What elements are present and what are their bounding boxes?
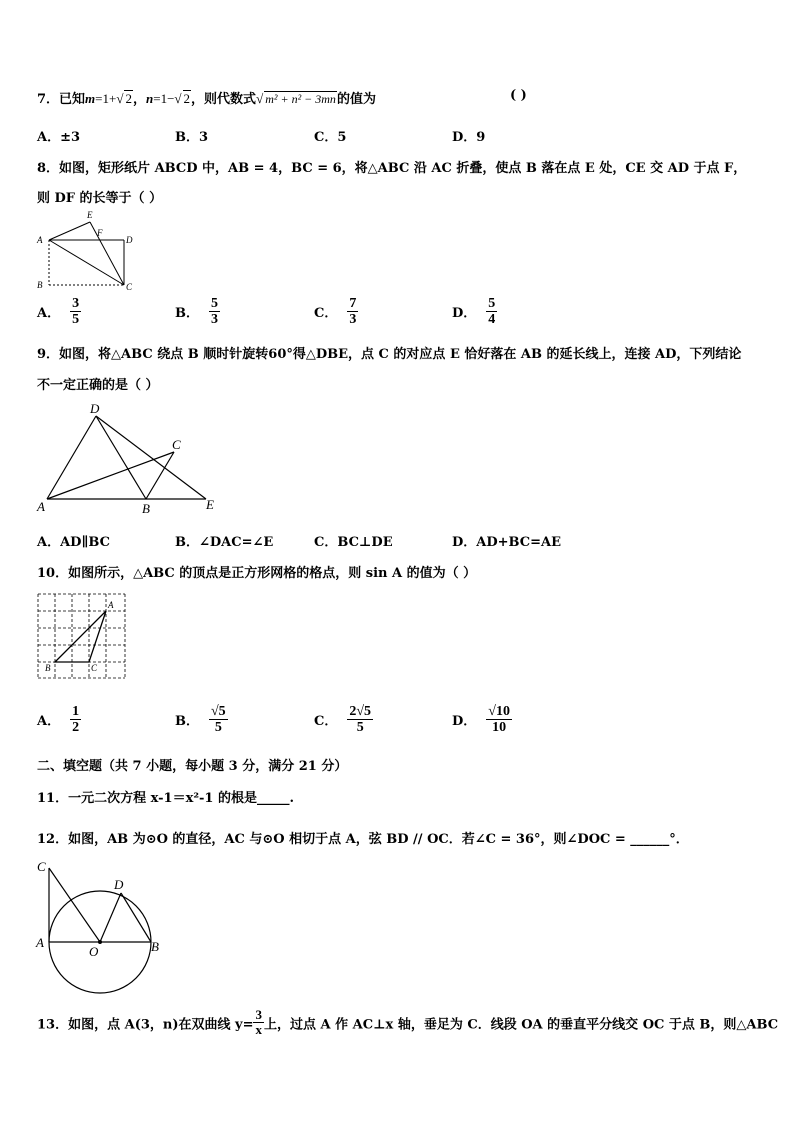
- q8-option-a[interactable]: A． $\frac{3}{5}$: [37, 296, 80, 328]
- q9-option-c[interactable]: C．BC⊥DE: [314, 535, 393, 550]
- q8-line1: 8．如图，矩形纸片 ABCD 中，AB = 4，BC = 6，将△ABC 沿 AC 折叠，使点 B 落在点 E 处，CE 交 AD 于点 F，: [37, 161, 747, 176]
- q7-option-b[interactable]: B．3: [175, 130, 209, 145]
- q10-option-a[interactable]: A． $\frac{1}{2}$: [37, 704, 80, 736]
- q12-label-b: B: [151, 939, 159, 954]
- q10-label-b: B: [45, 663, 51, 673]
- q8-option-b[interactable]: B． $\frac{5}{3}$: [175, 296, 218, 328]
- q12-label-d: D: [114, 877, 124, 892]
- q9-option-b[interactable]: B．∠DAC=∠E: [175, 535, 274, 550]
- q7-m-var: m: [85, 91, 96, 106]
- q10-label-a: A: [108, 600, 114, 610]
- q7-option-a[interactable]: A．±3: [37, 130, 81, 145]
- q9-option-d[interactable]: D．AD+BC=AE: [452, 535, 561, 550]
- q7-n-var: n: [146, 91, 154, 106]
- q10-line1: 10．如图所示，△ABC 的顶点是正方形网格的格点，则 sin A 的值为（ ）: [37, 566, 477, 581]
- q9-figure: [34, 400, 224, 518]
- q8-line2: 则 DF 的长等于（ ）: [37, 191, 163, 206]
- q13-text: [37, 1008, 778, 1038]
- q9-label-c: C: [172, 437, 181, 452]
- q12-label-o: O: [89, 944, 99, 959]
- q13-pre: 13．如图，点 A(3，n)在双曲线 y=: [37, 1017, 254, 1033]
- q7-option-d[interactable]: D．9: [452, 130, 486, 145]
- q7-m-radicand: 2: [125, 91, 132, 106]
- q9-label-b: B: [142, 501, 150, 516]
- q7-n-expr: =1−: [153, 91, 175, 106]
- q8-label-a: A: [37, 235, 43, 245]
- q9-line1: 9．如图，将△ABC 绕点 B 顺时针旋转60°得△DBE，点 C 的对应点 E 恰好落在 AB 的延长线上，连接 AD，下列结论: [37, 347, 742, 362]
- q10-option-b[interactable]: B． $\frac{√5}{5}$: [175, 704, 226, 736]
- q8-option-d[interactable]: D． $\frac{5}{4}$: [452, 296, 496, 328]
- q7-mid-text: ，则代数式: [191, 92, 257, 107]
- q7-tail: 的值为: [336, 92, 376, 107]
- q13-frac-num: 3: [255, 1007, 262, 1022]
- q7-num: 7．已知: [37, 92, 86, 107]
- q12-figure: [34, 856, 164, 996]
- q8-option-c[interactable]: C． $\frac{7}{3}$: [314, 296, 357, 328]
- q7-option-c[interactable]: C．5: [314, 130, 347, 145]
- q9-line2: 不一定正确的是（ ）: [37, 378, 159, 393]
- q12-text: 12．如图，AB 为⊙O 的直径，AC 与⊙O 相切于点 A，弦 BD // OC．若∠C = 36°，则∠DOC = ______°．: [37, 832, 689, 847]
- q10-option-d[interactable]: D． $\frac{√10}{10}$: [452, 704, 510, 736]
- q13-post: 上，过点 A 作 AC⊥x 轴，垂足为 C．线段 OA 的垂直平分线交 OC 于点 B，则△ABC: [263, 1017, 779, 1033]
- q12-label-a: A: [36, 935, 44, 950]
- q9-label-a: A: [37, 499, 45, 514]
- q7-n-radicand: 2: [183, 91, 191, 106]
- q7-m-expr: =1+: [95, 91, 117, 106]
- q11-text: 11．一元二次方程 x-1＝x²-1 的根是_____.: [37, 791, 295, 806]
- q9-option-a[interactable]: A．AD∥BC: [37, 535, 110, 550]
- q9-label-d: D: [90, 401, 100, 416]
- q8-label-b: B: [37, 280, 43, 290]
- q8-label-e: E: [87, 210, 93, 220]
- q7-paren: ( ): [510, 88, 527, 103]
- q13-frac-den: x: [255, 1022, 262, 1038]
- q8-figure: [34, 208, 144, 294]
- q7-stem: 7．已知m=1+√ 2，n=1−√ 2，则代数式√ m² + n² − 3mn的值为: [37, 91, 376, 107]
- q9-label-e: E: [206, 497, 214, 512]
- q10-label-c: C: [91, 663, 98, 673]
- q7-radical: m² + n² − 3mn: [265, 92, 336, 106]
- q12-label-c: C: [37, 859, 46, 874]
- section2-heading: 二、填空题（共 7 小题，每小题 3 分，满分 21 分）: [37, 759, 348, 774]
- q8-label-d: D: [126, 235, 133, 245]
- q10-grid-figure: [36, 592, 128, 680]
- q10-option-c[interactable]: C． $\frac{2√5}{5}$: [314, 704, 372, 736]
- q8-label-f: F: [97, 228, 103, 238]
- q8-label-c: C: [126, 282, 133, 292]
